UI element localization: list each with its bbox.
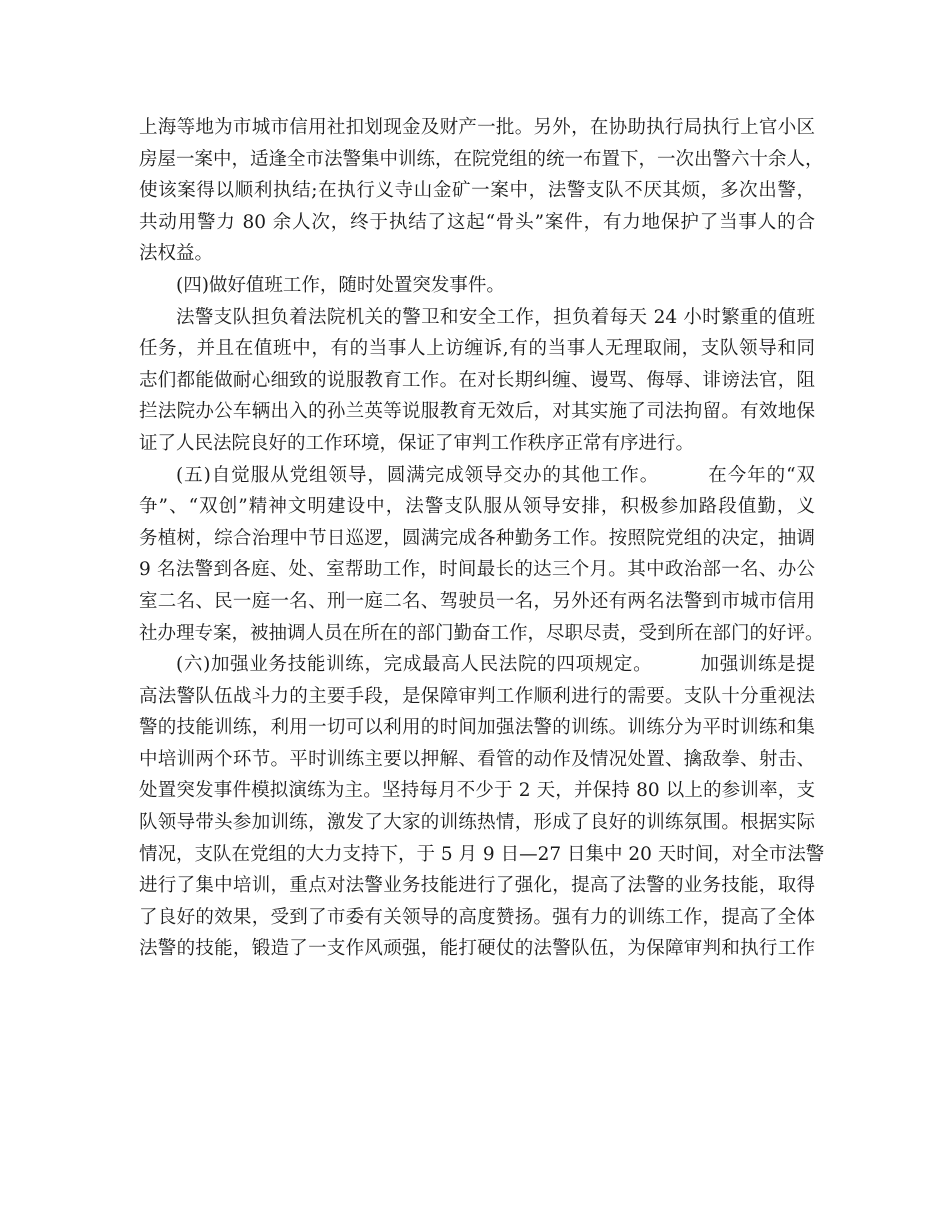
document-body bbox=[139, 112, 825, 965]
text-line: 高法警队伍战斗力的主要手段，是保障审判工作顺利进行的需要。支队十分重视法 bbox=[139, 685, 815, 707]
text-line: 使该案得以顺利执结;在执行义寺山金矿一案中，法警支队不厌其烦，多次出警， bbox=[139, 180, 815, 202]
text-line: 队领导带头参加训练，激发了大家的训练热情，形成了良好的训练氛围。根据实际 bbox=[139, 812, 815, 834]
text-line: (六)加强业务技能训练，完成最高人民法院的四项规定。 加强训练是提 bbox=[176, 654, 815, 676]
text-line: 任务，并且在值班中，有的当事人上访缠诉,有的当事人无理取闹，支队领导和同 bbox=[139, 338, 815, 360]
text-line: 中培训两个环节。平时训练主要以押解、看管的动作及情况处置、擒敌拳、射击、 bbox=[139, 748, 815, 770]
text-line: 房屋一案中，适逢全市法警集中训练，在院党组的统一布置下，一次出警六十余人， bbox=[139, 148, 824, 170]
text-line: 法权益。 bbox=[139, 243, 214, 265]
text-line: (五)自觉服从党组领导，圆满完成领导交办的其他工作。 在今年的“双 bbox=[176, 464, 815, 486]
text-line: 进行了集中培训，重点对法警业务技能进行了强化，提高了法警的业务技能，取得 bbox=[139, 875, 815, 897]
text-line: 室二名、民一庭一名、刑一庭二名、驾驶员一名，另外还有两名法警到市城市信用 bbox=[139, 590, 815, 612]
text-line: 上海等地为市城市信用社扣划现金及财产一批。另外，在协助执行局执行上官小区 bbox=[139, 117, 815, 138]
text-line: (四)做好值班工作，随时处置突发事件。 bbox=[176, 274, 505, 296]
text-line: 处置突发事件模拟演练为主。坚持每月不少于 2 天，并保持 80 以上的参训率，支 bbox=[139, 780, 815, 802]
text-line: 法警支队担负着法院机关的警卫和安全工作，担负着每天 24 小时繁重的值班 bbox=[176, 306, 815, 328]
text-line: 务植树，综合治理中节日巡逻，圆满完成各种勤务工作。按照院党组的决定，抽调 bbox=[139, 527, 815, 549]
text-line: 志们都能做耐心细致的说服教育工作。在对长期纠缠、谩骂、侮辱、诽谤法官，阻 bbox=[139, 369, 815, 391]
text-line: 拦法院办公车辆出入的孙兰英等说服教育无效后，对其实施了司法拘留。有效地保 bbox=[139, 401, 815, 423]
text-line: 争”、“双创”精神文明建设中，法警支队服从领导安排，积极参加路段值勤，义 bbox=[139, 496, 815, 518]
text-line: 证了人民法院良好的工作环境，保证了审判工作秩序正常有序进行。 bbox=[139, 432, 695, 454]
text-line: 情况，支队在党组的大力支持下，于 5 月 9 日—27 日集中 20 天时间，对全市法警 bbox=[139, 843, 825, 865]
text-line: 警的技能训练，利用一切可以利用的时间加强法警的训练。训练分为平时训练和集 bbox=[139, 717, 815, 739]
text-line: 社办理专案，被抽调人员在所在的部门勤奋工作，尽职尽责，受到所在部门的好评。 bbox=[139, 622, 824, 644]
text-line: 9 名法警到各庭、处、室帮助工作，时间最长的达三个月。其中政治部一名、办公 bbox=[139, 559, 815, 581]
text-line: 法警的技能，锻造了一支作风顽强，能打硬仗的法警队伍，为保障审判和执行工作 bbox=[139, 938, 815, 960]
text-line: 了良好的效果，受到了市委有关领导的高度赞扬。强有力的训练工作，提高了全体 bbox=[139, 906, 815, 928]
text-line: 共动用警力 80 余人次，终于执结了这起“骨头”案件，有力地保护了当事人的合 bbox=[139, 211, 815, 233]
